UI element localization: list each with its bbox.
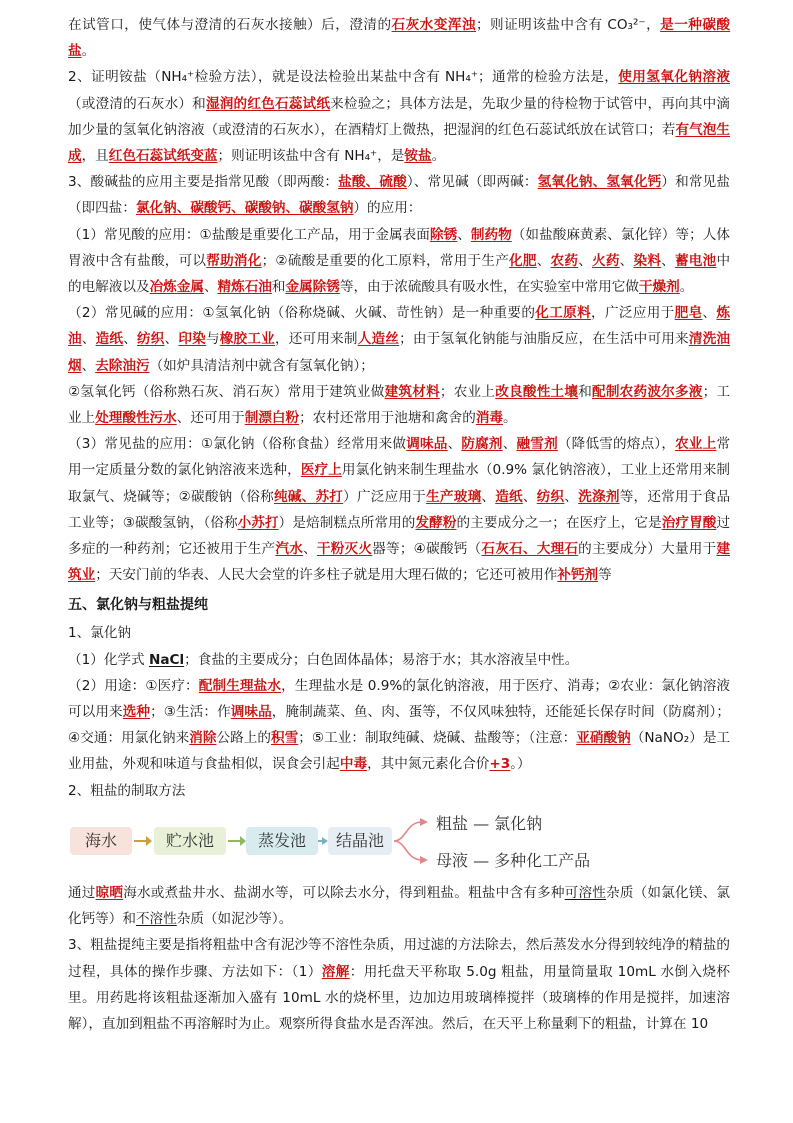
highlighted-term: 火药	[592, 252, 620, 269]
highlighted-term: 建筑业	[68, 541, 731, 584]
highlighted-term: 制漂白粉	[244, 410, 300, 427]
paragraph	[68, 379, 730, 431]
text-run: 。	[431, 148, 446, 165]
text-run: ，广泛应用于	[591, 305, 675, 322]
text-run: ；则证明该盐中含有 CO₃²⁻，	[475, 17, 661, 33]
text-run: 。	[503, 410, 517, 427]
text-run: ，生理盐水是 0.9%的氯化钠溶液，用于医疗、消毒；②农业：氯化钠溶液可以用来	[68, 677, 731, 721]
text-run: ；②硫酸是重要的化工原料，常用于生产	[261, 252, 510, 269]
text-run: 。	[679, 279, 694, 296]
text-run: 2、粗盐的制取方法	[68, 782, 186, 799]
text-run: 常用一定质量分数的氯化钠溶液来选种，	[68, 436, 731, 479]
flow-step-evaporation-pond: 蒸发池	[246, 827, 318, 855]
text-run: ）是焙制糕点所常用的	[278, 514, 416, 531]
arrow-icon	[228, 834, 246, 848]
highlighted-term: 选种	[122, 704, 151, 721]
highlighted-term: 炼油	[68, 305, 731, 348]
text-run: ；农业上	[439, 383, 496, 400]
highlighted-term: 冶炼金属	[149, 279, 204, 296]
highlighted-term: 纺织	[536, 488, 565, 505]
highlighted-term: 小苏打	[237, 514, 279, 531]
text-run: 与	[205, 331, 220, 348]
text-run: 来检验之；具体方法是，先取少量的待检物于试管中，再向其中滴加少量的氢氧化钠溶液（或澄清的石灰水），在酒精灯上微热，把湿润的红色石蕊试纸放在试管口；若	[68, 95, 731, 138]
text-run: 杂质（如氯化镁、氯化钙等）和	[68, 884, 731, 928]
flow-step-seawater: 海水	[70, 827, 132, 855]
text-run: （如炉具清洁剂中就含有氢氧化钠）；	[149, 357, 374, 374]
text-run: （2）常见碱的应用：①氢氧化钠（俗称烧碱、火碱、苛性钠）是一种重要的	[68, 305, 536, 322]
highlighted-term: 亚硝酸钠	[576, 730, 631, 747]
highlighted-term: 橡胶工业	[219, 331, 275, 348]
salt-production-flowchart	[68, 810, 730, 872]
text-run: ）和常见盐（即四盐：	[68, 174, 731, 217]
text-run: 、	[522, 488, 537, 505]
text-run: 、	[619, 252, 634, 269]
highlighted-term: 铵盐	[404, 148, 432, 165]
text-run: 的主要成分）大量用于	[578, 541, 717, 558]
highlighted-term: 中毒	[339, 756, 368, 773]
highlighted-term: 改良酸性土壤	[495, 383, 579, 400]
highlighted-term: 染料	[633, 252, 662, 269]
highlighted-term: 湿润的红色石蕊试纸	[205, 95, 331, 112]
highlighted-term: 生产玻璃	[426, 488, 482, 505]
highlighted-term: 农药	[550, 252, 579, 269]
text-run: ；食盐的主要成分；白色固体晶体；易溶于水；其水溶液呈中性。	[184, 651, 579, 668]
highlighted-term: 制药物	[470, 226, 512, 243]
text-run: 、还可用于	[176, 410, 245, 427]
text-run: ；工业上	[68, 383, 731, 427]
text-run: 3、粗盐提纯主要是指将粗盐中含有泥沙等不溶性杂质，用过滤的方法除去，然后蒸发水分得到较纯净的精盐的过程，具体的操作步骤、方法如下：（1）	[68, 937, 730, 980]
text-run: 、	[303, 541, 317, 558]
text-run: ；③生活：作	[150, 704, 231, 721]
highlighted-term: 配制生理盐水	[198, 677, 282, 694]
text-run: ）广泛应用于	[343, 488, 427, 505]
text-run: ；农村还常用于池塘和禽舍的	[299, 410, 476, 427]
highlighted-term: 干燥剂	[638, 279, 680, 296]
paragraph	[68, 673, 730, 778]
highlighted-term: 汽水	[275, 541, 304, 558]
highlighted-term: 石灰水变浑浊	[391, 17, 476, 33]
highlighted-term: 农业上	[675, 436, 717, 453]
text-run: 、	[702, 305, 717, 322]
text-run: ；⑤工业：制取纯碱、烧碱、盐酸等；（注意：	[298, 730, 577, 747]
section-heading	[68, 590, 730, 620]
highlighted-term: 消毒	[475, 410, 503, 427]
text-run: 、	[502, 436, 517, 453]
text-run: （或澄清的石灰水）和	[68, 95, 206, 112]
text-run: 、	[81, 331, 96, 348]
highlighted-term: 造纸	[95, 331, 124, 348]
text-run: 杂质（如泥沙等）。	[176, 911, 293, 928]
text-run: 和	[578, 383, 593, 400]
highlighted-term: 配制农药波尔多液	[592, 383, 703, 400]
text-run: 和	[271, 279, 286, 296]
highlighted-term: 去除油污	[95, 357, 150, 374]
highlighted-term: 纯碱、苏打	[273, 488, 344, 505]
highlighted-term: 金属除锈	[285, 279, 340, 296]
highlighted-term: 精炼石油	[217, 279, 272, 296]
highlighted-term: 消除	[189, 730, 217, 747]
text-run: 、	[81, 357, 96, 374]
text-run: 。	[81, 43, 96, 60]
text-run: （降低雪的熔点），	[557, 436, 676, 453]
highlighted-term: 纺织	[136, 331, 165, 348]
highlighted-term: 调味品	[230, 704, 272, 721]
text-run: 、	[536, 252, 551, 269]
highlighted-term: 化工原料	[535, 305, 592, 322]
text-run: 五、氯化钠与粗盐提纯	[68, 597, 208, 614]
highlighted-term: 洗涤剂	[578, 488, 620, 505]
text-run: 、	[203, 279, 218, 296]
text-run: 器等；④碳酸钙（	[372, 541, 482, 558]
flow-step-crystallization-pond: 结晶池	[328, 827, 392, 855]
text-run: ，其中氮元素化合价	[367, 756, 490, 773]
highlighted-term: 防腐剂	[461, 436, 503, 453]
highlighted-term: 处理酸性污水	[95, 410, 177, 427]
text-run: 等，还常用于食品工业等；③碳酸氢钠，（俗称	[68, 488, 731, 531]
highlighted-term: 氢氧化钠、氢氧化钙	[537, 174, 662, 191]
text-run: ；由于氢氧化钠能与油脂反应，在生活中可用来	[399, 331, 689, 348]
paragraph	[68, 880, 730, 932]
text-run: 等，由于浓硫酸具有吸水性，在实验室中常用它做	[339, 279, 639, 296]
text-run: 、	[564, 488, 579, 505]
text-run: ，且	[81, 148, 109, 165]
branch-crude-salt: 粗盐 — 氯化钠	[436, 813, 543, 833]
highlighted-term: 使用氢氧化钠溶液	[618, 69, 730, 86]
highlighted-term: 除锈	[429, 226, 458, 243]
text-run: ）、常见碱（即两碱：	[406, 174, 538, 191]
text-run: ，还可用来制	[274, 331, 358, 348]
highlighted-term: 人造丝	[357, 331, 400, 348]
paragraph	[68, 300, 730, 379]
branch-arrow-icon	[392, 810, 432, 872]
arrow-icon	[318, 834, 328, 848]
text-run: （NaNO₂）是工业用盐，外观和味道与食盐相似，误食会引起	[68, 730, 731, 773]
text-run: ：用托盘天平称取 5.0g 粗盐，用量筒量取 10mL 水倒入烧杯里。用药匙将该粗盐逐渐加入盛有 10mL 水的烧杯里，边加边用玻璃棒搅拌（玻璃棒的作用是搅拌，加速溶解），直加到粗盐不再溶解时为止。观察所得食盐水是否浑浊。然后，在天平上称量剩下的粗盐，计算在 10	[68, 963, 730, 1032]
text-run: 。）	[510, 756, 531, 773]
paragraph	[68, 647, 730, 673]
text-run: 、	[123, 331, 137, 348]
highlighted-term: 是一种碳酸盐	[68, 17, 731, 60]
highlighted-term: 医疗上	[300, 462, 342, 479]
highlighted-term: 肥皂	[674, 305, 703, 322]
highlighted-term: 清洗油烟	[68, 331, 731, 374]
text-run: 通过	[68, 884, 96, 901]
text-run: 过多症的一种药剂；它还被用于生产	[68, 514, 731, 558]
highlighted-term: 融雪剂	[516, 436, 558, 453]
text-run: 用氯化钠来制生理盐水（0.9% 氯化钠溶液），工业上还常用来制取氯气、烧碱等；②碳酸钠（俗称	[68, 462, 731, 505]
underlined-term: 可溶性	[564, 884, 607, 901]
text-run: 2、证明铵盐（NH₄⁺检验方法），就是设法检验出某盐中含有 NH₄⁺；通常的检验方法是，	[68, 69, 619, 86]
text-run: 公路上的	[216, 730, 272, 747]
highlighted-term: 盐酸、硫酸	[338, 174, 407, 191]
document-page	[68, 12, 730, 1037]
text-run: 在试管口，使气体与澄清的石灰水接触）后，澄清的	[68, 17, 392, 33]
highlighted-term: 积雪	[271, 730, 299, 747]
highlighted-term: 石灰石、大理石	[481, 541, 579, 558]
text-run: （1）常见酸的应用：①盐酸是重要化工产品，用于金属表面	[68, 226, 430, 243]
paragraph	[68, 64, 730, 169]
branch-mother-liquor: 母液 — 多种化工产品	[436, 850, 591, 870]
text-run: ，腌制蔬菜、鱼、肉、蛋等，不仅风味独特，还能延长保存时间（防腐剂）；④交通：用氯化钠来	[68, 704, 731, 747]
highlighted-term: 补钙剂	[557, 567, 599, 584]
paragraph	[68, 431, 730, 588]
text-run: 、	[164, 331, 179, 348]
text-run: ）的应用：	[353, 200, 422, 217]
highlighted-term: 氯化钠、碳酸钙、碳酸钠、碳酸氢钠	[135, 200, 354, 217]
paragraph	[68, 222, 730, 301]
flow-step-reservoir: 贮水池	[154, 827, 226, 855]
text-run: （2）用途：①医疗：	[68, 677, 199, 694]
text-run: 、	[661, 252, 675, 269]
highlighted-term: 红色石蕊试纸变蓝	[108, 148, 218, 165]
highlighted-term: 建筑材料	[384, 383, 440, 400]
underlined-term: 不溶性	[135, 911, 177, 928]
text-run: 、	[457, 226, 471, 243]
text-run: 海水或煮盐井水、盐湖水等，可以除去水分，得到粗盐。粗盐中含有多种	[123, 884, 565, 901]
highlighted-term: 有气泡生成	[68, 121, 730, 165]
text-run: （如盐酸麻黄素、氯化锌）等；人体胃液中含有盐酸，可以	[68, 226, 730, 269]
highlighted-term: 蓄电池	[674, 252, 717, 269]
text-run: （3）常见盐的应用：①氯化钠（俗称食盐）经常用来做	[68, 436, 407, 453]
highlighted-term: 晾晒	[95, 884, 124, 901]
paragraph	[68, 12, 730, 64]
text-run: ；天安门前的华表、人民大会堂的许多柱子就是用大理石做的；它还可被用作	[95, 567, 558, 584]
text-run: 等	[598, 567, 612, 584]
highlighted-term: 造纸	[495, 488, 523, 505]
highlighted-term: 溶解	[321, 963, 350, 980]
paragraph	[68, 778, 730, 804]
paragraph	[68, 169, 730, 221]
highlighted-term: +3	[489, 756, 511, 773]
text-run: 、	[481, 488, 496, 505]
text-run: ；则证明该盐中含有 NH₄⁺，是	[217, 148, 405, 165]
highlighted-term: 治疗胃酸	[661, 514, 717, 531]
text-run: （1）化学式	[68, 651, 149, 668]
highlighted-term: 调味品	[406, 436, 448, 453]
text-run: 中的电解液以及	[68, 252, 731, 296]
arrow-icon	[134, 834, 152, 848]
text-run: ②氢氧化钙（俗称熟石灰、消石灰）常用于建筑业做	[68, 383, 385, 400]
highlighted-term: 发酵粉	[415, 514, 457, 531]
text-run: 的主要成分之一；在医疗上，它是	[456, 514, 662, 531]
text-run: 、	[447, 436, 462, 453]
paragraph	[68, 620, 730, 646]
paragraph	[68, 932, 730, 1037]
highlighted-term: 帮助消化	[206, 252, 262, 269]
text-run: 1、氯化钠	[68, 625, 132, 642]
highlighted-term: 干粉灭火	[316, 541, 373, 558]
text-run: 、	[578, 252, 593, 269]
text-run: 3、酸碱盐的应用主要是指常见酸（即两酸：	[68, 174, 339, 191]
highlighted-term: 化肥	[509, 252, 537, 269]
formula-term: NaCl	[148, 651, 185, 668]
highlighted-term: 印染	[178, 331, 206, 348]
